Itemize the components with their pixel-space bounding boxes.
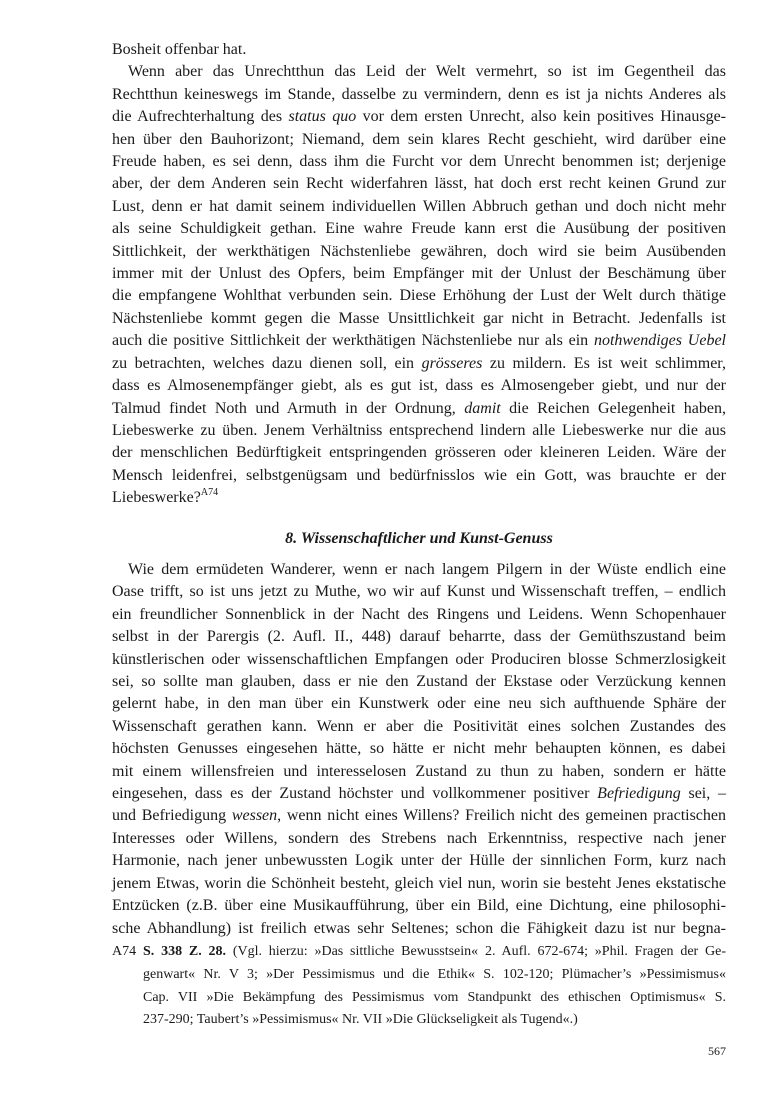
text-line: Wenn aber das Unrechtthun das Leid der Welt vermehrt, so ist im Gegentheil das <box>128 63 726 81</box>
text-line: mit einem willensfreien und interesselosen Zustand zu thun zu haben, sondern er hätte <box>112 762 726 780</box>
text-line: der menschlichen Bedürftigkeit entspringenden grösseren oder kleineren Leiden. Wäre der <box>112 444 726 462</box>
text-line: eingesehen, dass es der Zustand höchster und vollkommener positiver Befriedigung sei, – <box>112 785 726 803</box>
text-line: Mensch leidenfrei, selbstgenügsam und bedürfnisslos wie ein Gott, was brauchte er der <box>112 466 726 484</box>
text-line: ein freundlicher Sonnenblick in der Nacht des Ringens und Leidens. Wenn Schopenhauer <box>112 605 726 623</box>
text-line: Harmonie, nach jener unbewussten Logik unter der Hülle der sinnlichen Form, kurz nach <box>112 852 726 870</box>
text-line: auch die positive Sittlichkeit der werkthätigen Nächstenliebe nur als ein nothwendiges Uebel <box>112 332 726 350</box>
text-line: als seine Schuldigkeit gethan. Eine wahre Freude kann erst die Ausübung der positiven <box>112 220 726 238</box>
footnote-body <box>143 941 726 1032</box>
footnote-line: genwart« Nr. V 3; »Der Pessimismus und die Ethik« S. 102-120; Plümacher’s »Pessimismus« <box>143 966 726 982</box>
text-line: jenem Etwas, worin die Schönheit besteht, gleich viel nun, worin sie besteht Jenes ekstatische <box>112 874 726 892</box>
text-line: Talmud findet Noth und Armuth in der Ordnung, damit die Reichen Gelegenheit haben, <box>112 399 727 417</box>
text-line: die Aufrechterhaltung des status quo vor dem ersten Unrecht, also kein positives Hinausge- <box>112 108 727 126</box>
text-line: Wie dem ermüdeten Wanderer, wenn er nach langem Pilgern in der Wüste endlich eine <box>128 561 726 578</box>
section-1-text <box>112 39 726 510</box>
text-line: sche Abhandlung) ist freilich etwas sehr Seltenes; schon die Fähigkeit dazu ist nur begna- <box>112 919 726 937</box>
page-number: 567 <box>708 1044 726 1058</box>
text-line: Bosheit offenbar hat. <box>112 41 247 58</box>
footnote <box>112 941 726 1032</box>
text-line: Interesses oder Willens, sondern des Strebens nach Erkenntniss, respective nach jener <box>112 829 726 847</box>
text-line: Entzücken (z.B. über eine Musikaufführung, über ein Bild, eine Dichtung, eine philosophi- <box>112 897 726 915</box>
text-line: höchsten Genusses eingesehen hätte, so hätte er nicht mehr behaupten können, es dabei <box>112 740 726 758</box>
footnote-label: A74 <box>112 944 137 959</box>
text-line: immer mit der Unlust des Opfers, beim Empfänger mit der Unlust der Beschämung über <box>112 265 726 283</box>
footnote-line: S. 338 Z. 28. (Vgl. hierzu: »Das sittliche Bewusstsein« 2. Aufl. 672-674; »Phil. Fragen der Ge- <box>143 944 727 959</box>
text-line: künstlerischen oder wissenschaftlichen Empfangen oder Produciren blosse Schmerzlosigkeit <box>112 650 726 668</box>
section-heading: 8. Wissenschaftlicher und Kunst-Genuss <box>285 530 553 547</box>
text-line: zu betrachten, welches dazu dienen soll, ein grösseres zu mildern. Es ist weit schlimmer, <box>112 354 726 372</box>
text-line: Liebeswerke?$^{A74}$ <box>112 486 219 507</box>
text-line: die empfangene Wohlthat verbunden sein. Diese Erhöhung der Lust der Welt durch thätige <box>112 287 726 305</box>
text-line: sei, so sollte man glauben, dass er nie den Zustand der Ekstase oder Verzückung kennen <box>112 673 726 691</box>
text-line: Wissenschaft gerathen kann. Wenn er aber die Positivität eines solchen Zustandes des <box>112 717 726 735</box>
text-line: Oase trifft, so ist uns jetzt zu Muthe, wo wir auf Kunst und Wissenschaft treffen, – endlich <box>112 583 726 601</box>
text-line: Sittlichkeit, der werkthätigen Nächstenliebe gewähren, doch wird sie beim Ausübenden <box>112 242 726 260</box>
text-line: Lust, denn er hat damit seinem individuellen Willen Abbruch gethan und doch nicht mehr <box>112 197 726 215</box>
text-line: und Befriedigung wessen, wenn nicht eines Willens? Freilich nicht des gemeinen practischen <box>112 807 727 825</box>
text-line: aber, der dem Anderen sein Recht widerfahren lässt, hat doch erst recht keinen Grund zur <box>112 175 726 193</box>
text-line: selbst in der Parergis (2. Aufl. II., 448) darauf beharrte, dass der Gemüthszustand beim <box>112 628 726 646</box>
text-line: hen über den Bauhorizont; Niemand, dem sein klares Recht geschieht, wird darüber eine <box>112 130 726 148</box>
text-line: Liebeswerke zu üben. Jenem Verhältniss entsprechend lindern alle Liebeswerke nur die aus <box>112 421 726 439</box>
footnote-line: 237-290; Taubert’s »Pessimismus« Nr. VII »Die Glückseligkeit als Tugend«.) <box>143 1012 578 1028</box>
section-2-text <box>112 559 726 940</box>
footnote-line: Cap. VII »Die Bekämpfung des Pessimismus vom Standpunkt des ethischen Optimismus« S. <box>143 989 726 1005</box>
text-line: gelernt habe, in den man über ein Kunstwerk oder eine neu sich aufthuende Sphäre der <box>112 695 726 713</box>
text-line: Nächstenliebe kommt gegen die Masse Unsittlichkeit gar nicht in Betracht. Jedenfalls ist <box>112 309 726 327</box>
text-line: Rechtthun keineswegs im Stande, dasselbe zu vermindern, denn es ist ja nichts Anderes als <box>112 85 726 103</box>
text-line: Freude haben, es sei denn, dass ihm die Furcht vor dem Unrecht benommen ist; derjenige <box>112 153 726 171</box>
text-line: dass es Almosenempfänger giebt, als es gut ist, dass es Almosengeber giebt, und nur der <box>112 377 726 395</box>
